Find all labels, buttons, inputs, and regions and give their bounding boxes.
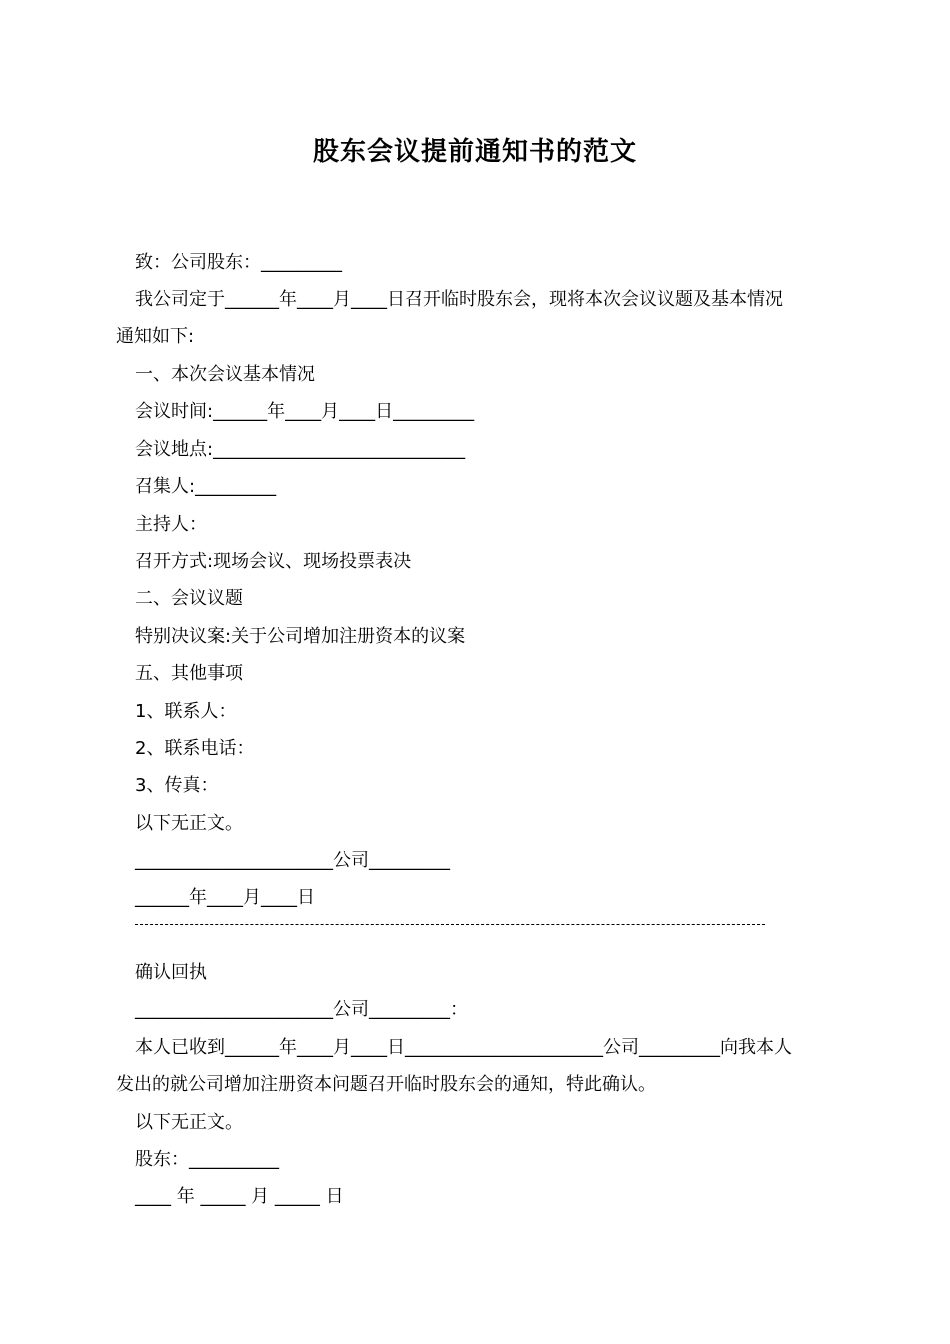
receipt-date-line: ____ 年 _____ 月 _____ 日 [135, 1186, 344, 1207]
end-of-text-line: 以下无正文。 [135, 813, 243, 834]
section-heading-basic-info: 一、本次会议基本情况 [135, 364, 315, 385]
fax-line: 3、传真： [135, 775, 219, 796]
meeting-location-line: 会议地点:____________________________ [135, 439, 466, 460]
addressee-line: 致：公司股东：_________ [135, 252, 342, 273]
receipt-body-line-continued: 发出的就公司增加注册资本问题召开临时股东会的通知，特此确认。 [116, 1074, 656, 1095]
cut-line-divider [135, 924, 765, 925]
meeting-method-line: 召开方式:现场会议、现场投票表决 [135, 551, 412, 572]
receipt-heading: 确认回执 [135, 962, 207, 983]
host-line: 主持人： [135, 514, 207, 535]
section-heading-agenda: 二、会议议题 [135, 588, 243, 609]
intro-line: 我公司定于______年____月____日召开临时股东会，现将本次会议议题及基本情况 [135, 289, 783, 310]
document-title: 股东会议提前通知书的范文 [312, 137, 637, 167]
intro-line-continued: 通知如下: [116, 326, 195, 347]
contact-phone-line: 2、联系电话： [135, 738, 255, 759]
special-resolution-line: 特别决议案:关于公司增加注册资本的议案 [135, 626, 466, 647]
contact-person-line: 1、联系人： [135, 701, 237, 722]
convener-line: 召集人:_________ [135, 476, 277, 497]
section-heading-other: 五、其他事项 [135, 663, 243, 684]
shareholder-line: 股东：__________ [135, 1149, 279, 1170]
company-signature-line: ______________________公司_________ [135, 850, 450, 871]
receipt-end-of-text-line: 以下无正文。 [135, 1112, 243, 1133]
receipt-body-line: 本人已收到______年____月____日______________________公司_________向我本人 [135, 1037, 792, 1058]
receipt-company-line: ______________________公司_________： [135, 999, 468, 1020]
meeting-time-line: 会议时间:______年____月____日_________ [135, 401, 475, 422]
signature-date-line: ______年____月____日 [135, 887, 315, 908]
